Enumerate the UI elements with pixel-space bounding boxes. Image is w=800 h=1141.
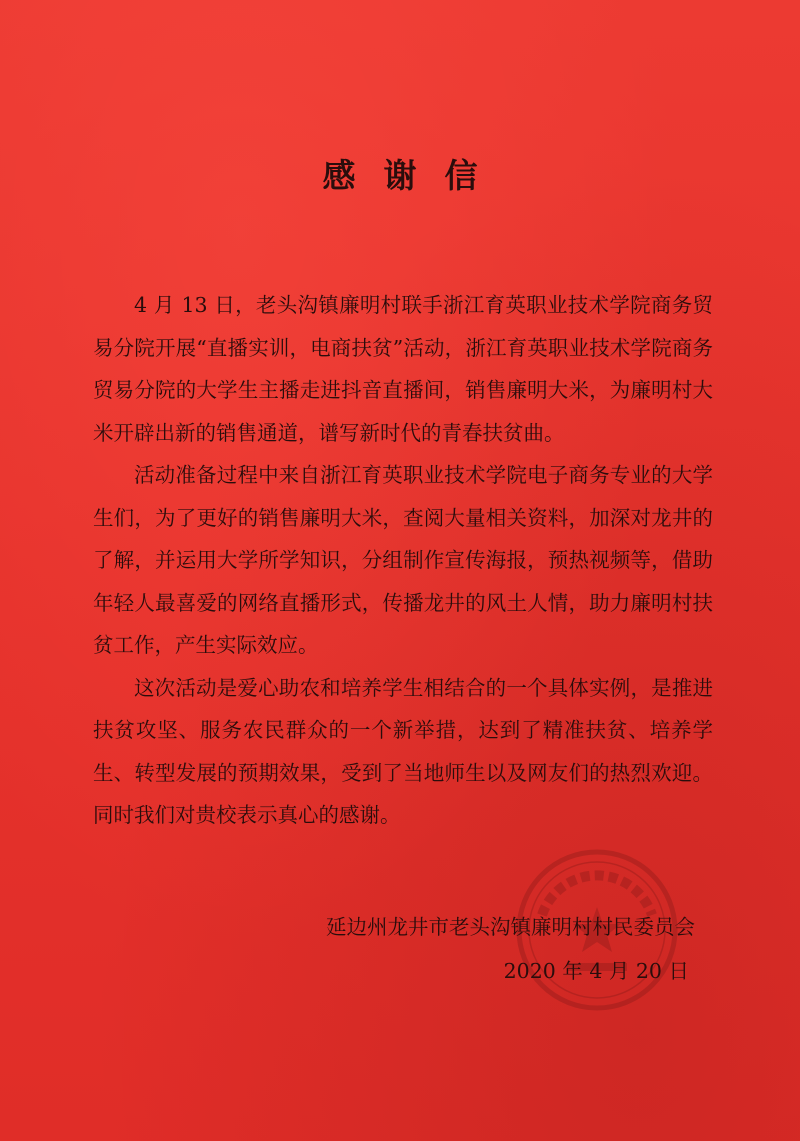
paragraph-3: 这次活动是爱心助农和培养学生相结合的一个具体实例，是推进扶贫攻坚、服务农民群众的一个新举措，达到了精准扶贫、培养学生、转型发展的预期效果，受到了当地师生以及网友们的热烈欢迎。同时我们对贵校表示真心的感谢。 (93, 675, 713, 827)
signature-block (326, 905, 695, 993)
signature-date: 2020 年 4 月 20 日 (503, 959, 689, 983)
letter-title: 感谢信 (322, 156, 506, 195)
letter-body (93, 284, 713, 837)
paragraph-2: 活动准备过程中来自浙江育英职业技术学院电子商务专业的大学生们，为了更好的销售廉明大米，查阅大量相关资料，加深对龙井的了解，并运用大学所学知识，分组制作宣传海报，预热视频等，借助年轻人最喜爱的网络直播形式，传播龙井的风土人情，助力廉明村扶贫工作，产生实际效应。 (93, 463, 713, 657)
paragraph-1: 4 月 13 日，老头沟镇廉明村联手浙江育英职业技术学院商务贸易分院开展“直播实训，电商扶贫”活动，浙江育英职业技术学院商务贸易分院的大学生主播走进抖音直播间，销售廉明大米，为廉明村大米开辟出新的销售通道，谱写新时代的青春扶贫曲。 (93, 293, 713, 445)
signature-organization: 延边州龙井市老头沟镇廉明村村民委员会 (326, 915, 695, 939)
